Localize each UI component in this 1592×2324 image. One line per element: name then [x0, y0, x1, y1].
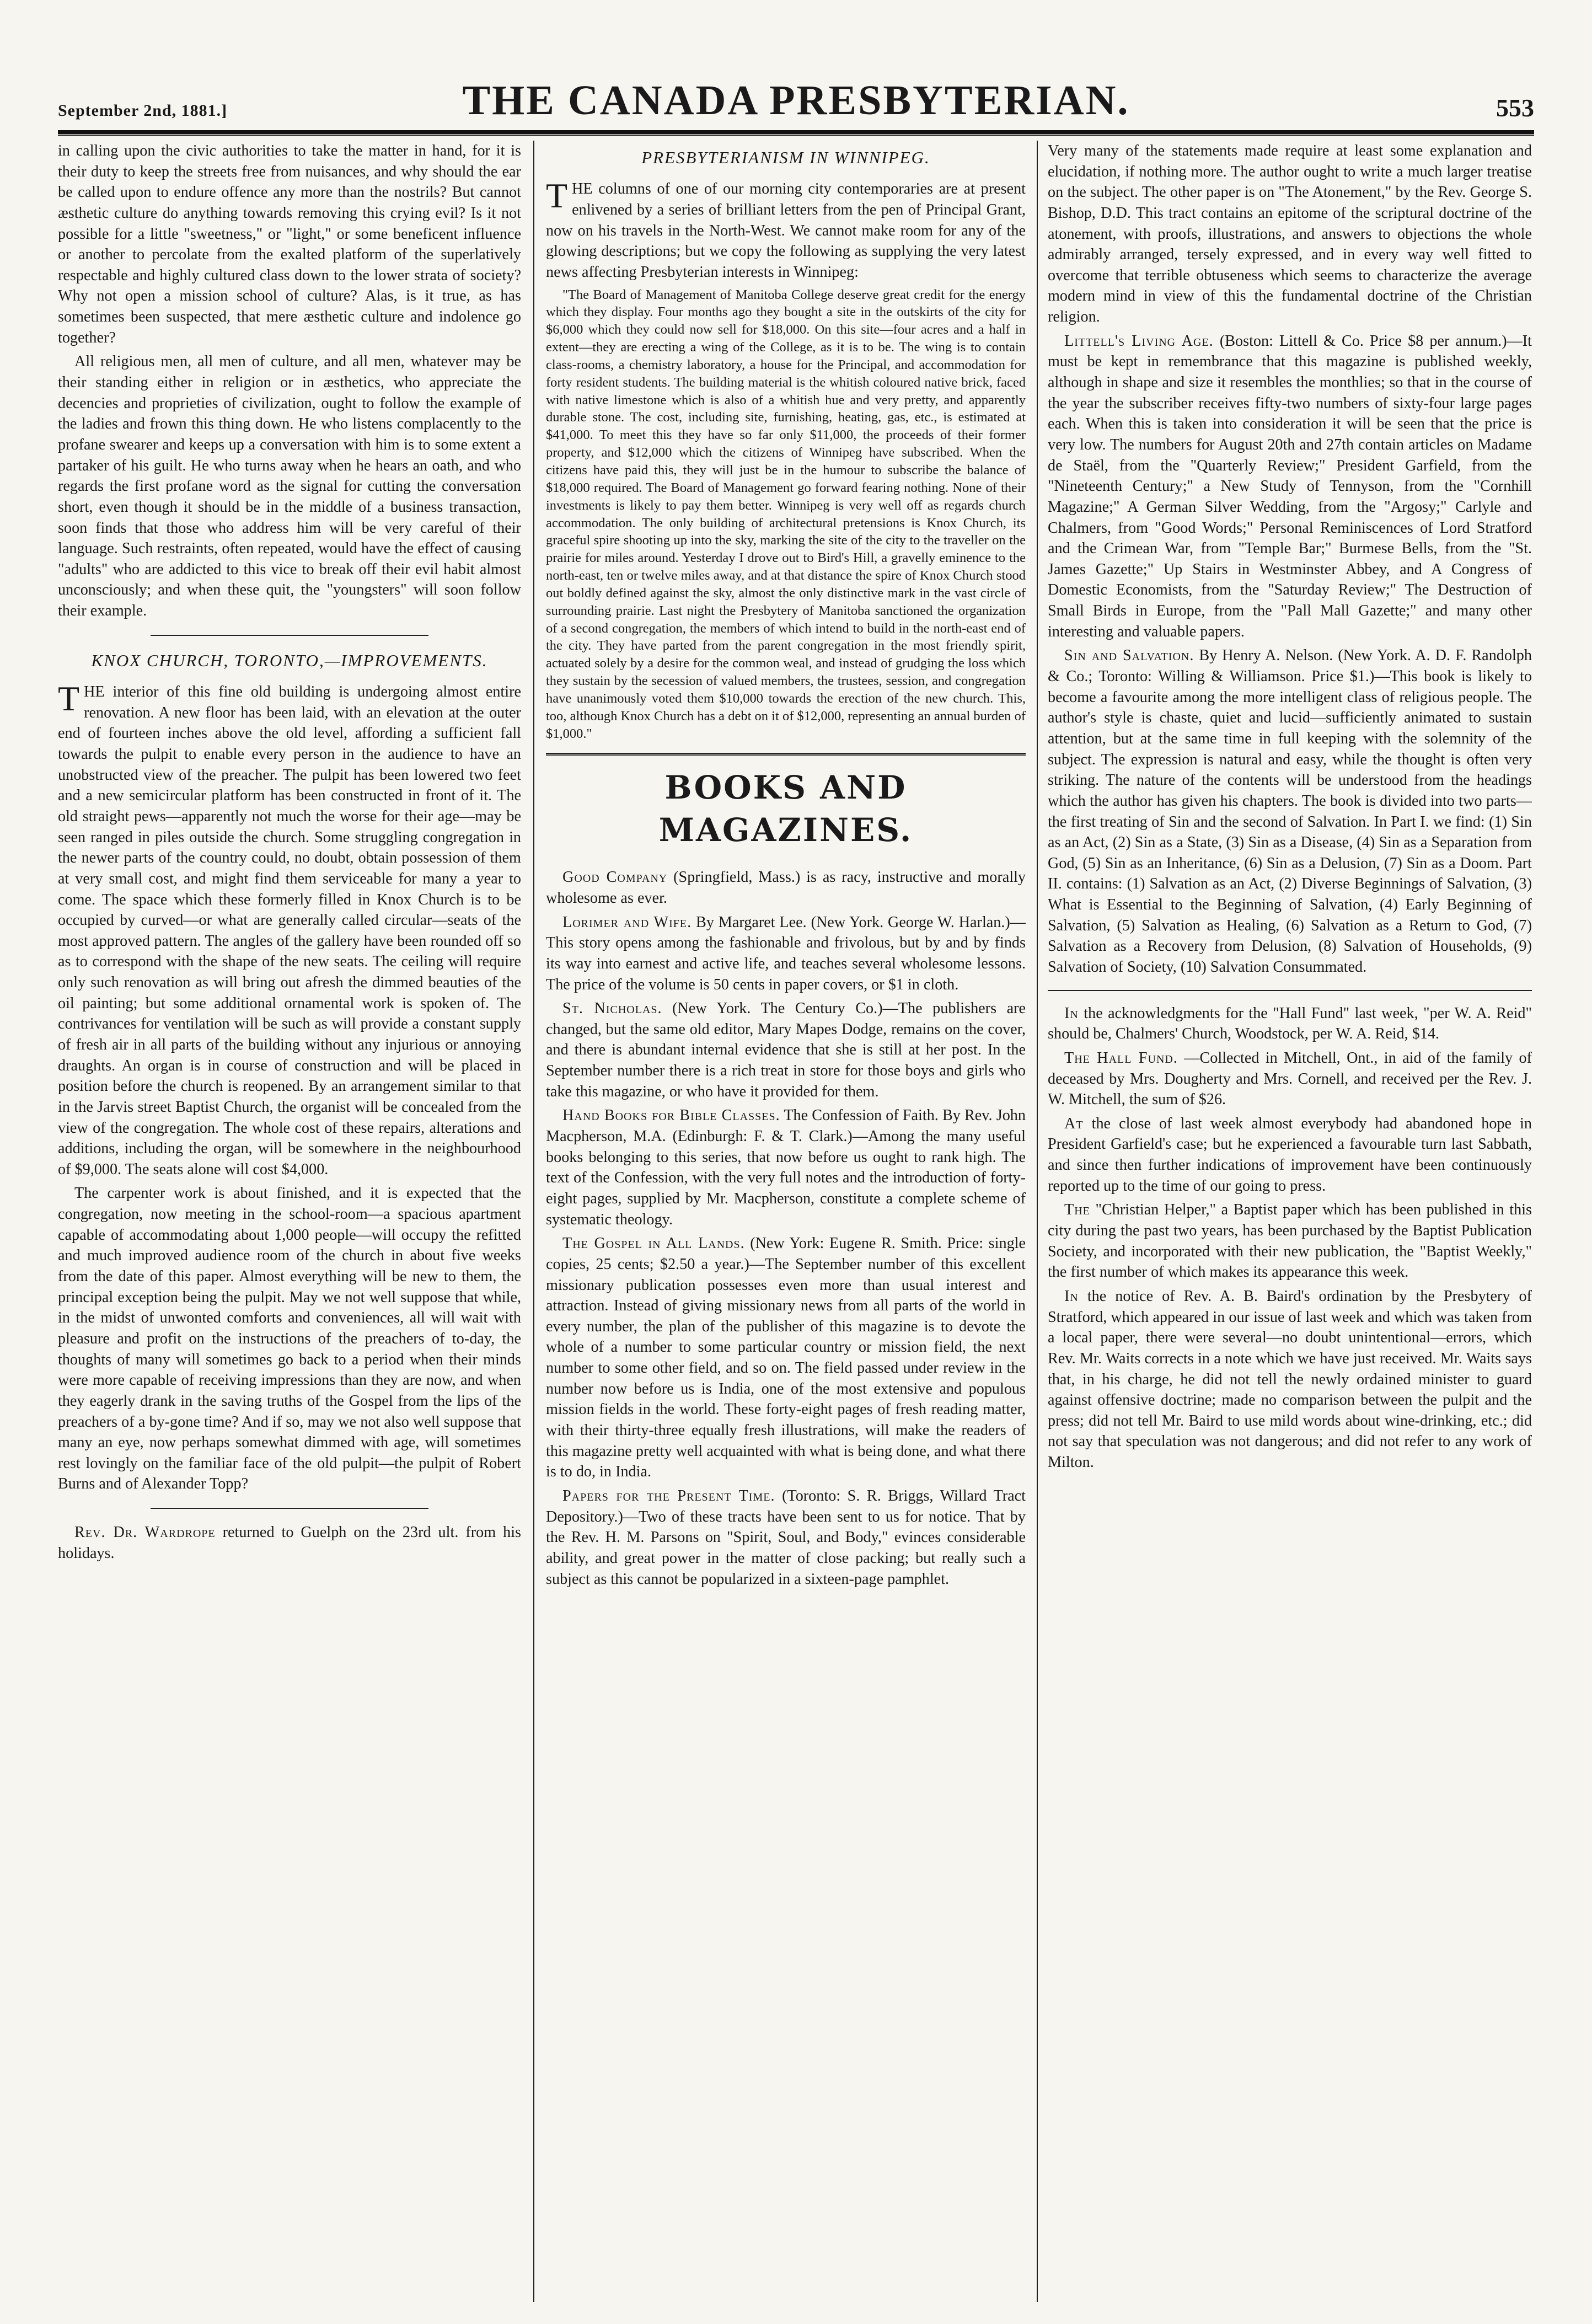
review-title: Good Company	[562, 869, 668, 886]
notice	[1048, 1003, 1532, 1045]
quoted-paragraph: "The Board of Management of Manitoba College deserve great credit for the energy which they display. Four months ago they bought a site in the outskirts of the city for $6,000 which they could now sell for $18,000. On this site—four acres and a half in extent—they are erecting a wing of the College, as it is to be. The wing is to contain class-rooms, a chemistry laboratory, a house for the Principal, and accommodation for forty resident students. The building material is the whitish coloured native brick, faced with native limestone which is also of a whitish hue and very pretty, and apparently durable stone. The cost, including site, furnishing, heating, gas, etc., is estimated at $41,000. To meet this they have so far only $11,000, the proceeds of their former property, and $12,000 which the citizens of Winnipeg have subscribed. When the citizens have paid this, they will just be in the humour to subscribe the balance of $18,000 required. The Board of Management go forward fearing nothing. None of their investments is likely to pay them better. Winnipeg is very well off as regards church accommodation. The only building of architectural pretensions is Knox Church, its graceful spire shooting up into the sky, marking the site of the city to the traveller on the prairie for miles around. Yesterday I drove out to Bird's Hill, a gravelly eminence to the north-east, ten or twelve miles away, and at that distance the spire of Knox Church stood out boldly defined against the sky, almost the only distinctive mark in the vast circle of surrounding prairie. Last night the Presbytery of Manitoba sanctioned the organization of a second congregation, the members of which intend to build in the north-east end of the city. They have parted from the parent congregation in the most friendly spirit, actuated solely by a desire for the common weal, and instead of grudging the loss which they sustain by the secession of valued members, the trustees, session, and congregation have unanimously voted them $10,000 towards the erection of the new church. This, too, although Knox Church has a debt on it of $12,000, representing an annual burden of $1,000."	[546, 287, 1026, 741]
review-title: Hand Books for Bible Classes.	[562, 1107, 780, 1124]
section-divider	[151, 1508, 428, 1509]
review-text: (New York: Eugene R. Smith. Price: single copies, 25 cents; $2.50 a year.)—The September number of this excellent missionary publication possesses even more than usual interest and attraction. Instead of giving missionary news from all parts of the world in every number, the plan of the publisher of this magazine is to devote the whole of a number to some particular country or mission field, the next number to some other field, and so on. The field passed under review in the number now before us is India, one of the most extensive and populous mission fields in the world. These forty-eight pages of fresh reading matter, with their thirty-three equally fresh illustrations, will make the readers of this magazine pretty well acquainted with what is being done, and what there is to do, in India.	[546, 1235, 1026, 1481]
page-number: 553	[1496, 94, 1534, 122]
drop-cap: T	[58, 679, 80, 719]
section-divider	[1048, 990, 1532, 991]
paragraph: The carpenter work is about finished, and it is expected that the congregation, now meeting in the school-room—a spacious apartment capable of accommodating about 1,000 people—will occupy the refitted and much improved audience room of the church in about five weeks from the date of this paper. Almost everything will be new to them, the principal exception being the pulpit. May we not well suppose that while, in the midst of unwonted comforts and conveniences, all will wait with pleasure and profit on the instructions of the preachers of to-day, the thoughts of many will sometimes go back to a period when their minds were more capable of receiving impressions than they are now, and when they eagerly drank in the saving truths of the Gospel from the lips of the preachers of a by-gone time? And if so, may we not also well suppose that many an eye, now perhaps somewhat dimmed with age, will sometimes rest lovingly on the familiar face of the old pulpit—the pulpit of Robert Burns and of Alexander Topp?	[58, 1185, 521, 1493]
issue-date: September 2nd, 1881.]	[58, 101, 228, 120]
masthead-rule	[58, 135, 1534, 136]
review-text: (Boston: Littell & Co. Price $8 per annum.)—It must be kept in remembrance that this magazine is published weekly, although in shape and size it resembles the monthlies; so that in the course of the year the subscriber receives fifty-two numbers of sixty-four large pages each. When this is taken into consideration it will be seen that the price is very low. The numbers for August 20th and 27th contain articles on Madame de Staël, from the "Quarterly Review;" President Garfield, from the "Nineteenth Century;" a New Study of Tennyson, from the "Cornhill Magazine;" A German Silver Wedding, from the "Argosy;" Carlyle and Chalmers, from "Good Words;" Personal Reminiscences of Lord Stratford and the Crimean War, from "Temple Bar;" Burmese Bells, from the "St. James Gazette;" Up Stairs in Westminster Abbey, and A Congress of Domestic Economists, from the "Saturday Review;" The Destruction of Small Birds in Europe, from the "Pall Mall Gazette;" and many other interesting and valuable papers.	[1048, 332, 1532, 640]
review-title: Sin and Salvation.	[1064, 647, 1194, 665]
notice-lead: The	[1064, 1201, 1090, 1219]
paragraph	[546, 176, 1026, 282]
newspaper-title: THE CANADA PRESBYTERIAN.	[462, 77, 1130, 124]
section-banner: BOOKS AND MAGAZINES.	[658, 768, 913, 849]
column-divider	[1037, 141, 1038, 2302]
article-heading: KNOX CHURCH, TORONTO,—IMPROVEMENTS.	[91, 650, 488, 670]
column-2	[546, 141, 1026, 2302]
notice-text: the close of last week almost everybody had abandoned hope in President Garfield's case; but he experienced a favourable turn last Sabbath, and since then further indications of improvement have been continuously reported up to the time of our going to press.	[1048, 1115, 1532, 1195]
review	[546, 1486, 1026, 1589]
column-3	[1048, 141, 1532, 2302]
notice-text: the acknowledgments for the "Hall Fund" last week, "per W. A. Reid" should be, Chalmers' Church, Woodstock, per W. A. Reid, $14.	[1048, 1004, 1532, 1043]
review	[546, 912, 1026, 995]
review-title: St. Nicholas.	[562, 1000, 662, 1018]
review-title: Littell's Living Age.	[1064, 332, 1214, 350]
column-1	[58, 141, 521, 2302]
paragraph: All religious men, all men of culture, and all men, whatever may be their standing either in religion or in æsthetics, who appreciate the decencies and proprieties of civilization, ought to follow the example of the ladies and frown this thing down. He who listens complacently to the profane swearer and keeps up a conversation with him is to some extent a partaker of his guilt. He who turns away when he hears an oath, and who regards the first profane word as the signal for cutting the conversation short, even though it should be in the middle of a business transaction, soon finds that those who address him will be very careful of their language. Such restraints, often repeated, would have the effect of causing "adults" who are addicted to this vice to break off their evil habit almost unconsciously; and when these quit, the "youngsters" will soon follow their example.	[58, 353, 521, 620]
paragraph	[58, 679, 521, 1180]
review	[546, 1233, 1026, 1482]
review-text: (Springfield, Mass.) is as racy, instructive and morally wholesome as ever.	[546, 869, 1026, 907]
review-title: The Gospel in All Lands.	[562, 1235, 745, 1252]
drop-cap: T	[546, 176, 568, 216]
notice-lead: In	[1064, 1004, 1079, 1022]
review-text: By Henry A. Nelson. (New York. A. D. F. Randolph & Co.; Toronto: Willing & Williamson. Price $1.)—This book is likely to become a favourite among the more intelligent class of religious people. The author's style is chaste, quiet and lucid—sufficiently animated to sustain attention, but at the same time in full keeping with the solemnity of the subject. The expression is natural and easy, while the thought is often very striking. The nature of the contents will be understood from the headings which the author has given his chapters. The book is divided into two parts—the first treating of Sin and the second of Salvation. In Part I. we find: (1) Sin as an Act, (2) Sin as a State, (3) Sin as a Disease, (4) Sin as a Separation from God, (5) Sin as an Inheritance, (6) Sin as a Delusion, (7) Sin as a Doom. Part II. contains: (1) Salvation as an Act, (2) Diverse Beginnings of Salvation, (3) What is Essential to the Beginning of Salvation, (4) Early Beginning of Salvation, (5) Salvation as Healing, (6) Salvation as a Return to God, (7) Salvation as a Recovery from Delusion, (8) Salvation of Households, (9) Salvation of Society, (10) Salvation Consummated.	[1048, 647, 1532, 976]
review-title: Papers for the Present Time.	[562, 1487, 775, 1504]
review-text: By Margaret Lee. (New York. George W. Harlan.)—This story opens among the fashionable and frivolous, but by and by finds its way into earnest and active life, and teaches several wholesome lessons. The price of the volume is 50 cents in paper covers, or $1 in cloth.	[546, 913, 1026, 993]
review	[1048, 331, 1532, 642]
review-text: The Confession of Faith. By Rev. John Macpherson, M.A. (Edinburgh: F. & T. Clark.)—Among the many useful books belonging to this series, that now before us ought to rank high. The text of the Confession, with the very full notes and the introduction of forty-eight pages, supplied by Mr. Macpherson, constitute a complete scheme of systematic theology.	[546, 1107, 1026, 1228]
column-divider	[533, 141, 534, 2302]
notice	[1048, 1048, 1532, 1110]
paragraph-text: returned to Guelph on the 23rd ult. from his holidays.	[58, 1524, 521, 1562]
review-text: (Toronto: S. R. Briggs, Willard Tract Depository.)—Two of these tracts have been sent to us for notice. That by the Rev. H. M. Parsons on "Spirit, Soul, and Body," evinces considerable ability, and great power in the matter of close packing; but really such a subject as this cannot be popularized in a sixteen-page pamphlet.	[546, 1487, 1026, 1588]
notice	[1048, 1200, 1532, 1283]
review-text: (New York. The Century Co.)—The publishers are changed, but the same old editor, Mary Mapes Dodge, remains on the cover, and there is abundant internal evidence that she is still at her post. In the September number there is a rich treat in store for those boys and girls who take this magazine, or who have it provided for them.	[546, 1000, 1026, 1100]
review	[546, 867, 1026, 908]
section-divider	[546, 753, 1026, 756]
notice-text: —Collected in Mitchell, Ont., in aid of the family of deceased by Mrs. Dougherty and Mrs. Cornell, and received per the Rev. J. W. Mitchell, the sum of $26.	[1048, 1049, 1532, 1109]
notice-lead: The Hall Fund.	[1064, 1049, 1178, 1067]
paragraph-text: HE columns of one of our morning city contemporaries are at present enlivened by a series of brilliant letters from the pen of Principal Grant, now on his travels in the North-West. We cannot make room for any of the glowing descriptions; but we copy the following as supplying the very latest news affecting Presbyterian interests in Winnipeg:	[546, 180, 1026, 281]
paragraph	[58, 1522, 521, 1563]
section-divider	[151, 635, 428, 636]
review	[1048, 645, 1532, 977]
article-heading: PRESBYTERIANISM IN WINNIPEG.	[641, 148, 930, 167]
notice	[1048, 1286, 1532, 1473]
notice-text: "Christian Helper," a Baptist paper which has been published in this city during the past two years, has been purchased by the Baptist Publication Society, and incorporated with their new publication, the "Baptist Weekly," the first number of which makes its appearance this week.	[1048, 1201, 1532, 1281]
paragraph-text: HE interior of this fine old building is undergoing almost entire renovation. A new floor has been laid, with an elevation at the outer end of fourteen inches above the old level, affording a sufficient fall towards the pulpit to enable every person in the audience to have an unobstructed view of the preacher. The pulpit has been lowered two feet and a new semicircular platform has been constructed in front of it. The old straight pews—apparently not much the worse for their age—may be seen ranged in piles outside the church. Some struggling congregation in the newer parts of the country could, no doubt, obtain possession of them at very small cost, and might find them serviceable for many a year to come. The space which these formerly filled in Knox Church is to be occupied by curved—or what are generally called circular—seats of the most approved pattern. The angles of the gallery have been rounded off so as to correspond with the shape of the new seats. The ceiling will require only such renovation as will bring out afresh the dimmed beauties of the oil painting; but some additional ornamental work is spoken of. The contrivances for ventilation will be such as will provide a constant supply of fresh air in all parts of the building without any injurious or annoying draughts. An organ is in course of construction and will be placed in position before the church is reopened. By an arrangement similar to that in the Jarvis street Baptist Church, the organist will be concealed from the view of the congregation. The whole cost of these repairs, alterations and additions, including the organ, will be somewhere in the neighbourhood of $9,000. The seats alone will cost $4,000.	[58, 683, 521, 1178]
notice-lead: At	[1064, 1115, 1084, 1132]
review-title: Lorimer and Wife.	[562, 913, 692, 931]
paragraph: in calling upon the civic authorities to take the matter in hand, for it is their duty to keep the streets free from nuisances, and why should the ear be called upon to endure offence any more than the nostrils? But cannot æsthetic culture do anything towards removing this crying evil? Is it not possible for a little "sweetness," or "light," or some beneficent influence or another to percolate from the exalted platform of the superlatively respectable and highly cultured class down to the lower strata of society? Why not open a mission school of culture? Alas, is it true, as has sometimes been suspected, that mere æsthetic culture and indolence go together?	[58, 142, 521, 346]
notice-text: the notice of Rev. A. B. Baird's ordination by the Presbytery of Stratford, which appeared in our issue of last week and which was taken from a local paper, there were several—no doubt unintentional—errors, which Rev. Mr. Waits corrects in a note which we have just received. Mr. Waits says that, in his charge, he did not tell the newly ordained minister to guard against offensive doctrine; made no comparison between the pulpit and the press; did not tell Mr. Baird to use mild words about wine-drinking, etc.; did not say that speculation was not dangerous; and did not refer to any work of Milton.	[1048, 1287, 1532, 1471]
review	[546, 998, 1026, 1102]
notice-lead: In	[1064, 1287, 1079, 1305]
paragraph: Very many of the statements made require at least some explanation and elucidation, if nothing more. The author ought to write a much larger treatise on the subject. The other paper is on "The Atonement," by the Rev. George S. Bishop, D.D. This tract contains an epitome of the scriptural doctrine of the atonement, with proofs, illustrations, and answers to objections the whole admirably arranged, tersely expressed, and in every way well fitted to overcome that terrible obtuseness which seems to characterize the average modern mind in view of this the fundamental doctrine of the Christian religion.	[1048, 142, 1532, 326]
review	[546, 1105, 1026, 1230]
masthead	[58, 65, 1534, 134]
lead-in: Rev. Dr. Wardrope	[74, 1524, 216, 1541]
notice	[1048, 1113, 1532, 1197]
